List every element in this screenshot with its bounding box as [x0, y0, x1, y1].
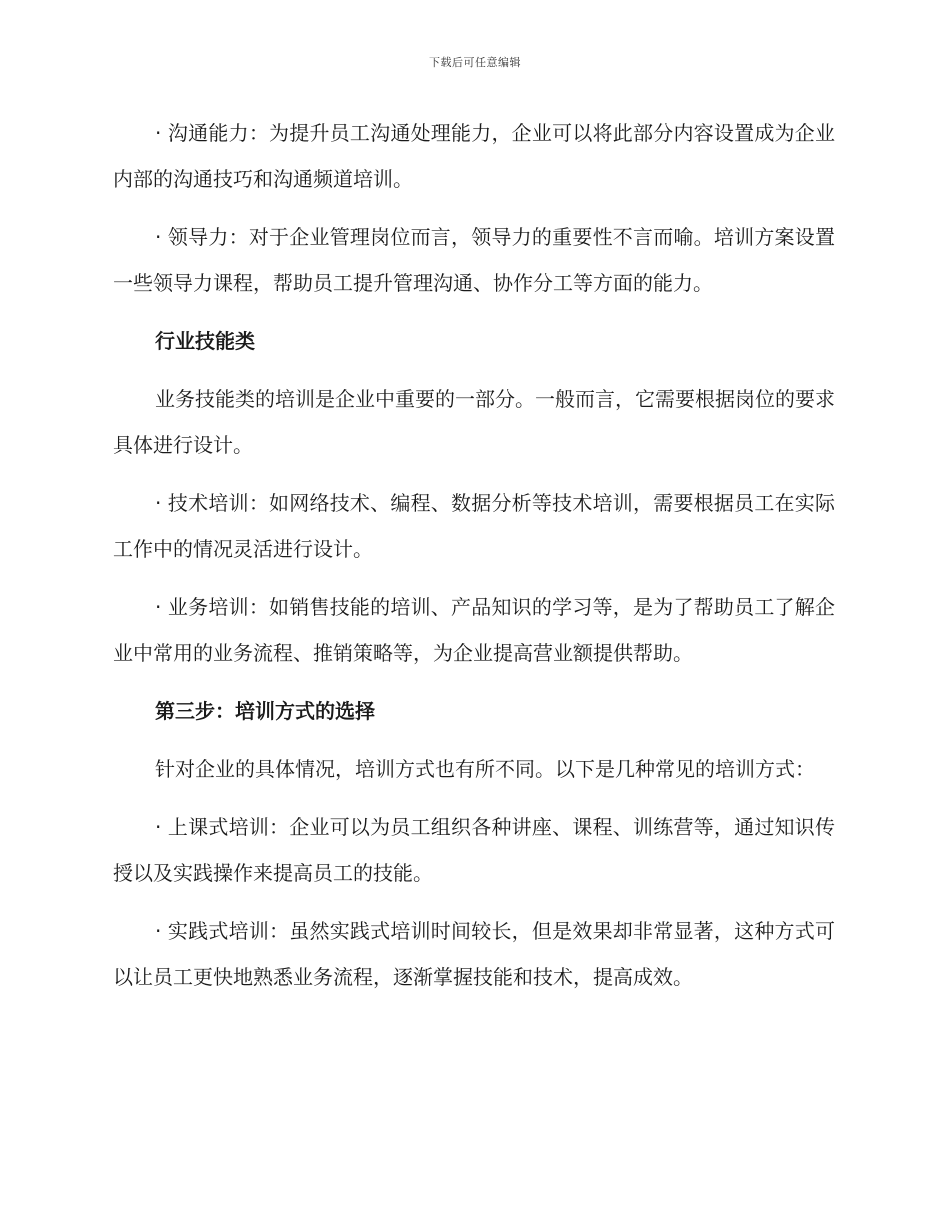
paragraph-practical-training: · 实践式培训：虽然实践式培训时间较长，但是效果却非常显著，这种方式可以让员工更快地熟悉业务流程，逐渐掌握技能和技术，提高成效。 — [113, 919, 835, 989]
document-body — [113, 110, 835, 1012]
paragraph-communication-skills: · 沟通能力：为提升员工沟通处理能力，企业可以将此部分内容设置成为企业内部的沟通技巧和沟通频道培训。 — [113, 121, 835, 191]
paragraph-training-methods-intro: 针对企业的具体情况，培训方式也有所不同。以下是几种常见的培训方式： — [155, 757, 815, 781]
section-heading-industry-skills: 行业技能类 — [155, 329, 255, 353]
section-heading-step-three: 第三步：培训方式的选择 — [155, 699, 375, 723]
paragraph-business-training: · 业务培训：如销售技能的培训、产品知识的学习等，是为了帮助员工了解企业中常用的业务流程、推销策略等，为企业提高营业额提供帮助。 — [113, 595, 835, 665]
page-header: 下载后可任意编辑 — [429, 56, 521, 69]
paragraph-leadership: · 领导力：对于企业管理岗位而言，领导力的重要性不言而喻。培训方案设置一些领导力课程，帮助员工提升管理沟通、协作分工等方面的能力。 — [113, 225, 835, 295]
paragraph-technical-training: · 技术培训：如网络技术、编程、数据分析等技术培训，需要根据员工在实际工作中的情况灵活进行设计。 — [113, 491, 835, 561]
paragraph-classroom-training: · 上课式培训：企业可以为员工组织各种讲座、课程、训练营等，通过知识传授以及实践操作来提高员工的技能。 — [113, 815, 835, 885]
paragraph-business-skills-intro: 业务技能类的培训是企业中重要的一部分。一般而言，它需要根据岗位的要求具体进行设计。 — [113, 387, 835, 457]
